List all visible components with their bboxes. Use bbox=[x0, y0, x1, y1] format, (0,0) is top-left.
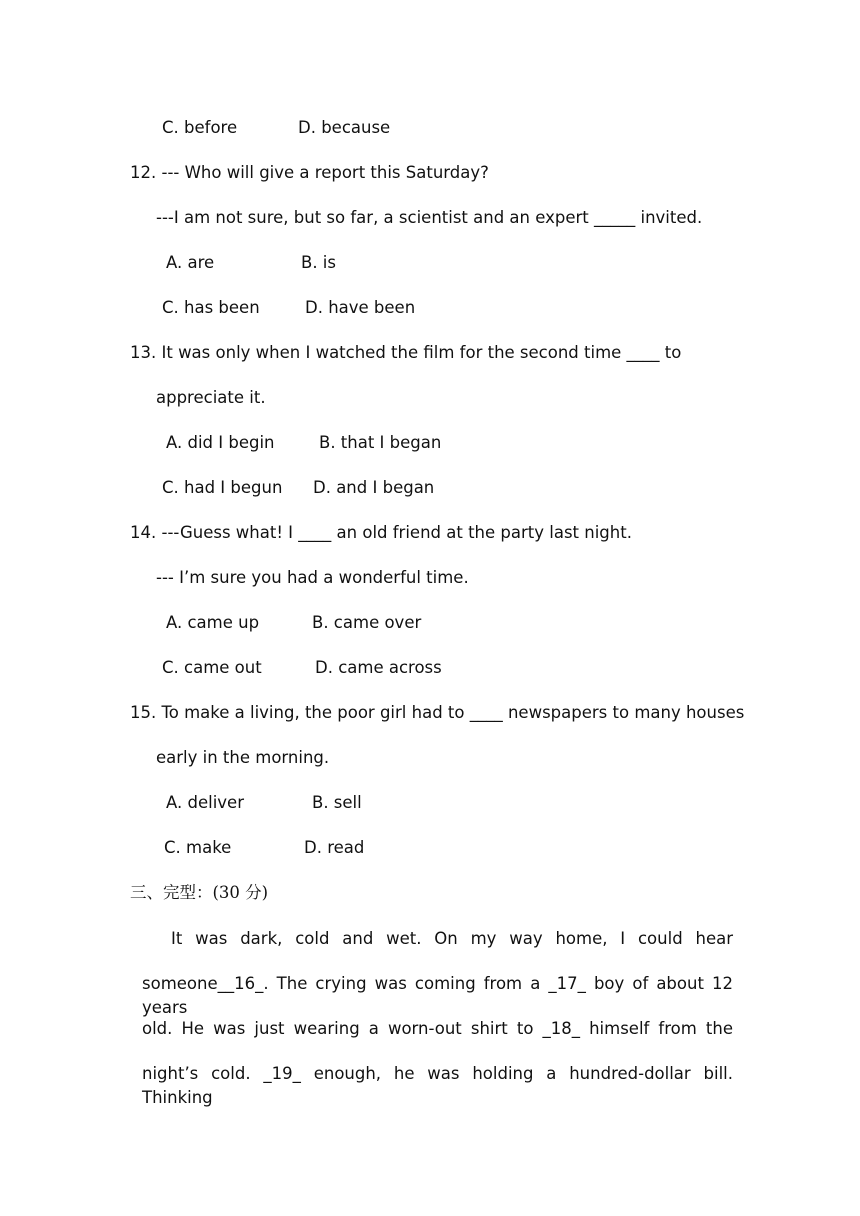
q13-stem-line1: 13. It was only when I watched the film for the second time ____ to bbox=[130, 343, 682, 362]
q14-stem: 14. ---Guess what! I ____ an old friend at the party last night. bbox=[130, 523, 632, 542]
q14-option-a: A. came up bbox=[166, 613, 260, 632]
q14-option-d: D. came across bbox=[315, 658, 442, 677]
q12-stem: 12. --- Who will give a report this Saturday? bbox=[130, 163, 489, 182]
q15-option-a: A. deliver bbox=[166, 793, 244, 812]
q15-option-c: C. make bbox=[164, 838, 232, 857]
passage-line-4: night’s cold. _19_ enough, he was holding a hundred-dollar bill. Thinking bbox=[142, 1064, 733, 1107]
q13-option-c: C. had I begun bbox=[162, 478, 283, 497]
q12-option-c: C. has been bbox=[162, 298, 260, 317]
section-heading: 三、完型：(30 分) bbox=[130, 883, 269, 902]
q13-option-a: A. did I begin bbox=[166, 433, 275, 452]
q14-reply: --- I’m sure you had a wonderful time. bbox=[156, 568, 469, 587]
q14-option-b: B. came over bbox=[312, 613, 422, 632]
q15-option-b: B. sell bbox=[312, 793, 362, 812]
passage-line-2: someone__16_. The crying was coming from a _17_ boy of about 12 years bbox=[142, 974, 733, 1017]
q11-option-d: D. because bbox=[298, 118, 391, 137]
q12-reply: ---I am not sure, but so far, a scientist and an expert _____ invited. bbox=[156, 208, 703, 227]
q13-option-b: B. that I began bbox=[319, 433, 442, 452]
q11-option-c: C. before bbox=[162, 118, 238, 137]
q15-stem-line2: early in the morning. bbox=[156, 748, 330, 767]
q15-option-d: D. read bbox=[304, 838, 365, 857]
q12-option-d: D. have been bbox=[305, 298, 416, 317]
q15-stem-line1: 15. To make a living, the poor girl had to ____ newspapers to many houses bbox=[130, 703, 745, 722]
q13-option-d: D. and I began bbox=[313, 478, 435, 497]
q12-option-a: A. are bbox=[166, 253, 215, 272]
passage-line-3: old. He was just wearing a worn-out shirt to _18_ himself from the bbox=[142, 1019, 733, 1038]
q14-option-c: C. came out bbox=[162, 658, 262, 677]
passage-line-1: It was dark, cold and wet. On my way home, I could hear bbox=[171, 929, 733, 948]
q13-stem-line2: appreciate it. bbox=[156, 388, 266, 407]
q12-option-b: B. is bbox=[301, 253, 336, 272]
